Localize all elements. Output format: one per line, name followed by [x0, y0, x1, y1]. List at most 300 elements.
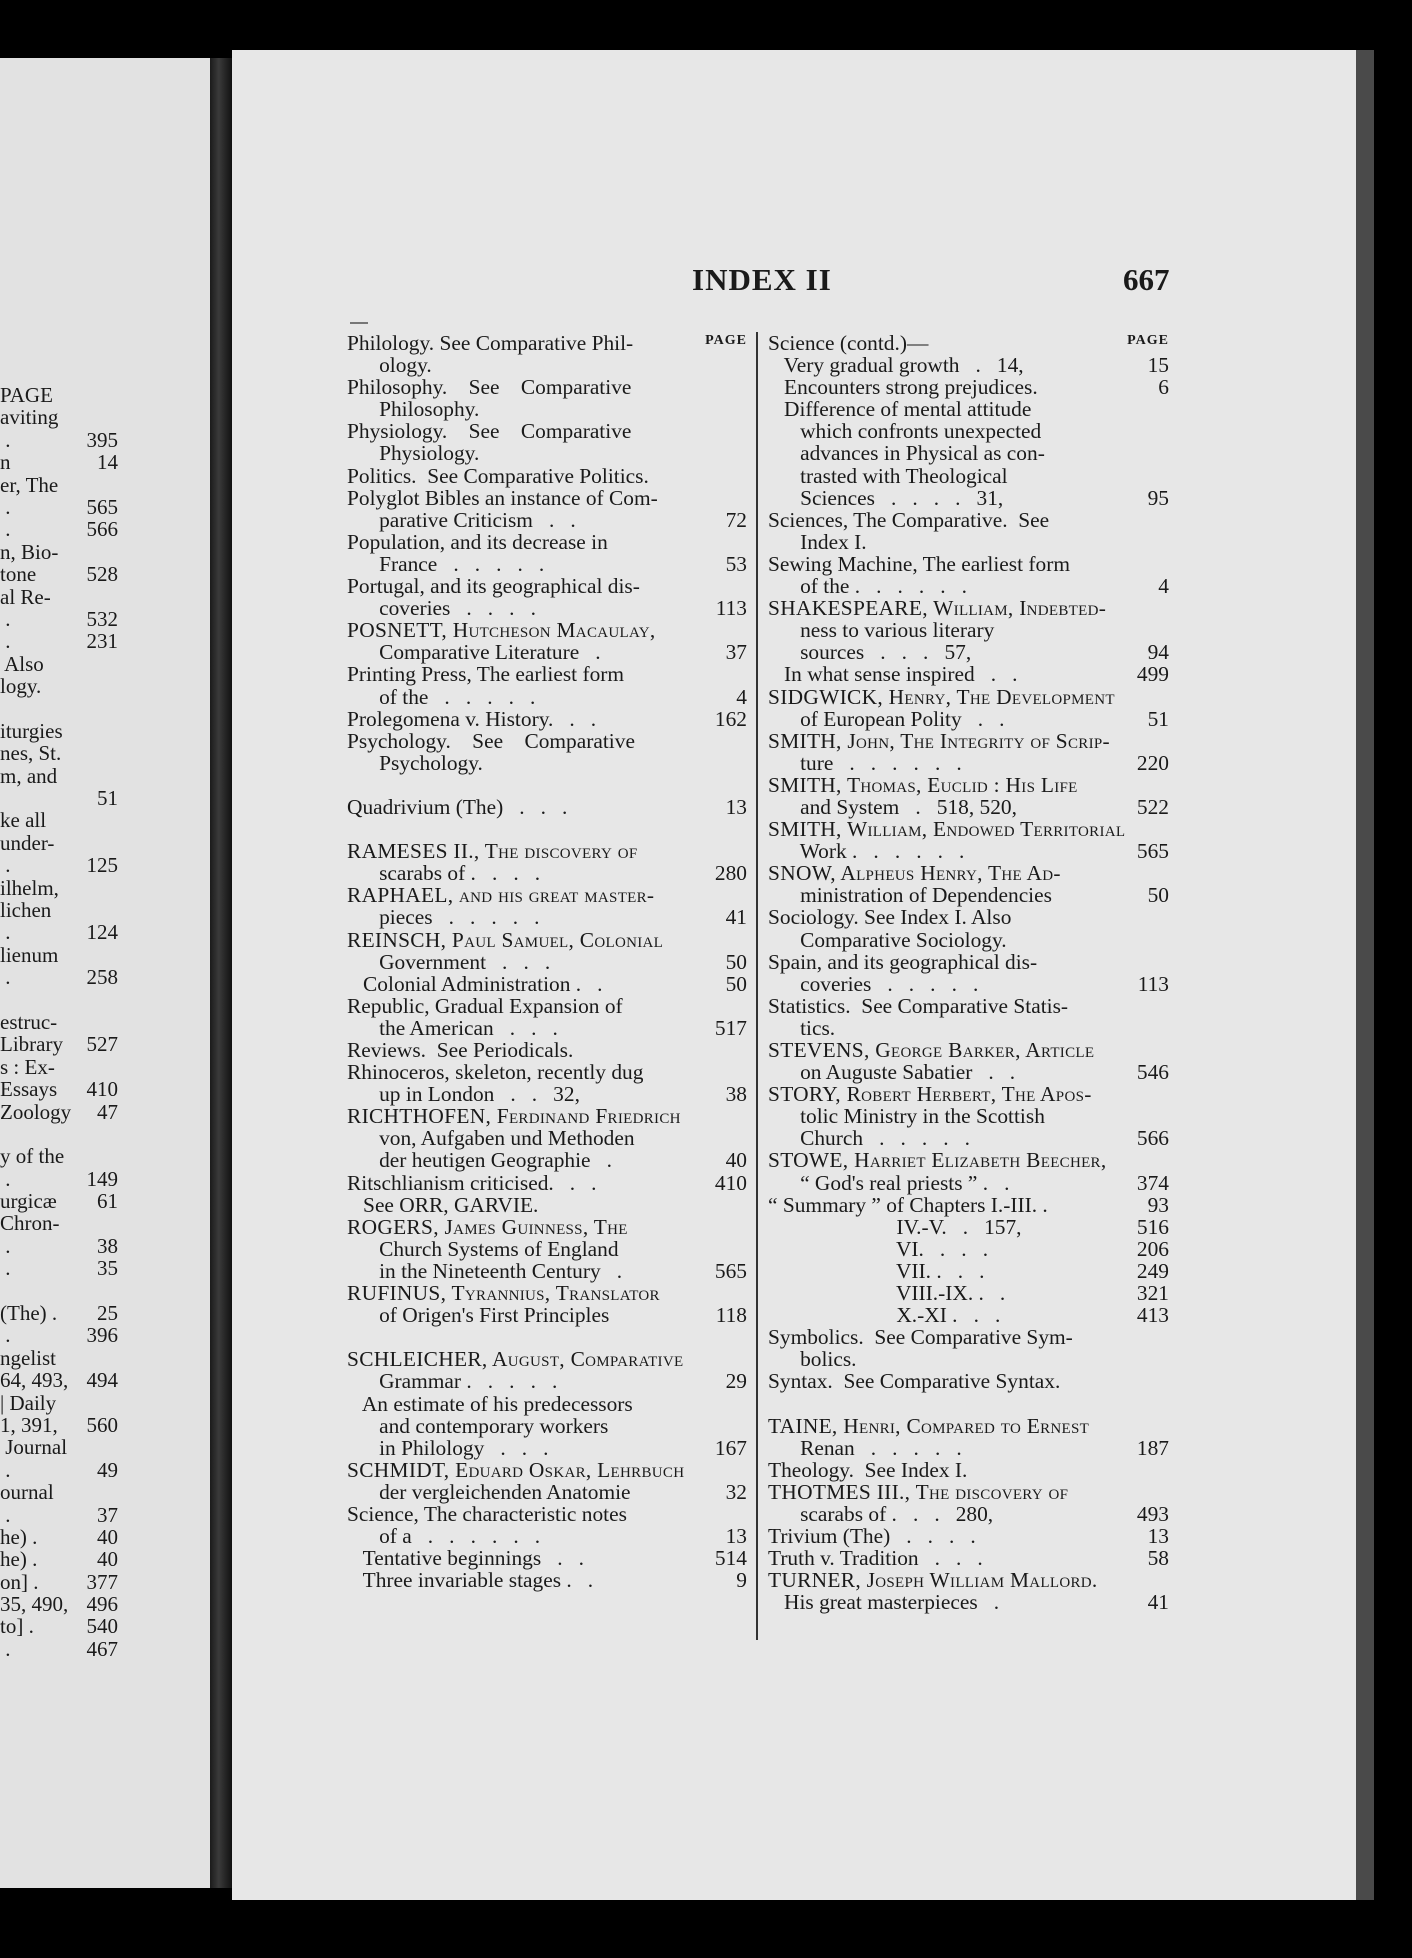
index-entry-line: [347, 442, 747, 464]
entry-page-ref: 124: [86, 920, 118, 945]
index-entry-line: [768, 1304, 1169, 1326]
index-entry-line: [0, 966, 118, 988]
entry-text: von, Aufgaben und Methoden: [347, 1126, 635, 1151]
index-entry-line: [768, 929, 1169, 951]
entry-text: In what sense inspired . .: [768, 662, 1018, 687]
header-rule: [350, 322, 368, 324]
entry-text: of Origen's First Principles: [347, 1303, 610, 1328]
index-entry-line: [0, 1123, 118, 1145]
index-entry-line: [768, 862, 1169, 884]
entry-text: Library: [0, 1032, 63, 1057]
entry-text: Quadrivium (The) . . .: [347, 794, 568, 819]
index-entry-line: [347, 531, 747, 553]
entry-page-ref: 565: [714, 1258, 747, 1283]
entry-text: France . . . . .: [347, 551, 545, 576]
index-entry-line: [768, 420, 1169, 442]
entry-page-ref: 231: [86, 629, 118, 654]
entry-text: Physiology. See Comparative: [347, 419, 632, 444]
entry-page-ref: 50: [725, 949, 747, 974]
entry-text: and System . 518, 520,: [768, 794, 1017, 819]
entry-text: and contemporary workers: [347, 1413, 609, 1438]
page-column-label: PAGE: [1127, 333, 1169, 348]
index-entry-line: [347, 1039, 747, 1061]
index-entry-line: [0, 921, 118, 943]
index-entry-line: [0, 1548, 118, 1570]
entry-text: Trivium (The) . . . .: [768, 1524, 976, 1549]
entry-text: pieces . . . . .: [347, 905, 540, 930]
entry-page-ref: 410: [714, 1170, 747, 1195]
entry-text: .: [0, 517, 11, 542]
index-entry-line: [768, 597, 1169, 619]
entry-text: SMITH, William, Endowed Territorial: [768, 817, 1126, 842]
entry-page-ref: 258: [86, 965, 118, 990]
entry-text: Sociology. See Index I. Also: [768, 905, 1012, 930]
index-entry-line: [347, 332, 747, 354]
entry-page-ref: 40: [97, 1547, 118, 1572]
index-entry-line: [347, 575, 747, 597]
index-entry-line: [768, 1326, 1169, 1348]
entry-page-ref: 95: [1147, 485, 1169, 510]
index-entry-line: [347, 973, 747, 995]
entry-text: An estimate of his predecessors: [347, 1391, 633, 1416]
index-entry-line: [347, 774, 747, 796]
index-entry-line: [347, 1348, 747, 1370]
entry-page-ref: 118: [715, 1303, 747, 1328]
index-entry-line: [347, 465, 747, 487]
index-entry-line: [347, 796, 747, 818]
entry-page-ref: 413: [1136, 1303, 1169, 1328]
index-entry-line: [0, 429, 118, 451]
entry-text: in the Nineteenth Century .: [347, 1258, 623, 1283]
index-entry-line: [768, 906, 1169, 928]
entry-text: tolic Ministry in the Scottish: [768, 1104, 1045, 1129]
entry-page-ref: 13: [725, 794, 747, 819]
index-entry-line: [347, 1105, 747, 1127]
index-entry-line: [347, 884, 747, 906]
index-column-a: [347, 332, 747, 1591]
entry-text: Physiology.: [347, 441, 480, 466]
entry-text: er, The: [0, 472, 59, 497]
entry-text: on] .: [0, 1569, 39, 1594]
entry-text: Renan . . . . .: [768, 1435, 962, 1460]
entry-text: ture . . . . . .: [768, 750, 962, 775]
entry-text: Zoology: [0, 1099, 72, 1124]
entry-text: tics.: [768, 1015, 836, 1040]
index-column-b: [768, 332, 1169, 1613]
index-entry-line: [347, 906, 747, 928]
entry-text: .: [0, 1256, 11, 1281]
page-number: 667: [1123, 262, 1170, 297]
entry-text: of European Polity . .: [768, 706, 1005, 731]
entry-text: ke all: [0, 808, 47, 833]
index-entry-line: [0, 653, 118, 675]
entry-text: .: [0, 1502, 11, 1527]
entry-text: Comparative Sociology.: [768, 927, 1007, 952]
index-entry-line: [768, 509, 1169, 531]
entry-text: Work . . . . . .: [768, 839, 965, 864]
entry-text: Church Systems of England: [347, 1236, 619, 1261]
entry-text: “ Summary ” of Chapters I.-III. .: [768, 1192, 1048, 1217]
entry-page-ref: 50: [1147, 883, 1169, 908]
entry-text: Printing Press, The earliest form: [347, 662, 625, 687]
entry-text: he) .: [0, 1547, 38, 1572]
entry-text: trasted with Theological: [768, 463, 1008, 488]
entry-text: he) .: [0, 1524, 38, 1549]
entry-page-ref: 4: [736, 684, 747, 709]
entry-text: scarabs of . . . .: [347, 861, 541, 886]
entry-page-ref: 61: [97, 1189, 118, 1214]
entry-page-ref: 220: [1136, 750, 1169, 775]
index-entry-line: [768, 531, 1169, 553]
entry-page-ref: 374: [1136, 1170, 1169, 1195]
index-entry-line: [347, 1326, 747, 1348]
left-page-column: [0, 384, 118, 1660]
index-entry-line: [347, 840, 747, 862]
entry-page-ref: 522: [1136, 794, 1169, 819]
index-entry-line: [347, 1393, 747, 1415]
entry-page-ref: 125: [86, 853, 118, 878]
entry-text: ministration of Dependencies: [768, 883, 1052, 908]
index-entry-line: [347, 929, 747, 951]
entry-page-ref: 149: [86, 1166, 118, 1191]
index-entry-line: [768, 1238, 1169, 1260]
index-entry-line: [768, 354, 1169, 376]
entry-page-ref: 13: [1147, 1524, 1169, 1549]
entry-text: .: [0, 1636, 11, 1661]
entry-page-ref: 496: [86, 1592, 118, 1617]
index-entry-line: [0, 1459, 118, 1481]
index-entry-line: [0, 1593, 118, 1615]
entry-text: ournal: [0, 1480, 54, 1505]
entry-text: of the . . . . . .: [768, 574, 968, 599]
entry-text: Republic, Gradual Expansion of: [347, 993, 623, 1018]
entry-text: | Daily: [0, 1390, 57, 1415]
entry-text: urgicæ: [0, 1189, 57, 1214]
index-entry-line: [768, 376, 1169, 398]
entry-page-ref: 280: [714, 861, 747, 886]
entry-text: “ God's real priests ” . .: [768, 1170, 1010, 1195]
entry-text: 1, 391,: [0, 1412, 58, 1437]
entry-text: (The) .: [0, 1301, 58, 1326]
index-entry-line: [768, 465, 1169, 487]
index-entry-line: [768, 1105, 1169, 1127]
index-entry-line: [0, 1056, 118, 1078]
entry-page-ref: 4: [1158, 574, 1169, 599]
entry-text: X.-XI . . .: [768, 1303, 1001, 1328]
index-entry-line: [768, 1591, 1169, 1613]
entry-text: scarabs of . . . 280,: [768, 1501, 994, 1526]
index-entry-line: [768, 1172, 1169, 1194]
entry-page-ref: 35: [97, 1256, 118, 1281]
page-edge-shadow: [1356, 50, 1374, 1900]
index-entry-line: [347, 376, 747, 398]
index-entry-line: [347, 708, 747, 730]
index-entry-line: [768, 796, 1169, 818]
entry-text: 35, 490,: [0, 1592, 69, 1617]
index-entry-line: [347, 686, 747, 708]
index-entry-line: [0, 877, 118, 899]
index-entry-line: [0, 384, 118, 406]
entry-text: Chron-: [0, 1211, 60, 1236]
entry-text: .: [0, 606, 11, 631]
entry-text: .: [0, 853, 11, 878]
entry-page-ref: 53: [725, 551, 747, 576]
index-entry-line: [0, 518, 118, 540]
index-entry-line: [0, 1257, 118, 1279]
entry-text: coveries . . . . .: [768, 971, 979, 996]
entry-page-ref: 566: [86, 517, 118, 542]
entry-text: Sciences, The Comparative. See: [768, 507, 1050, 532]
entry-text: ology.: [347, 353, 432, 378]
index-entry-line: [768, 818, 1169, 840]
entry-text: of a . . . . . .: [347, 1524, 541, 1549]
index-entry-line: [0, 697, 118, 719]
index-entry-line: [768, 487, 1169, 509]
entry-text: under-: [0, 830, 55, 855]
entry-text: tone: [0, 562, 37, 587]
index-entry-line: [347, 730, 747, 752]
page-column-label: PAGE: [705, 333, 747, 348]
book-spine: [210, 58, 232, 1888]
index-entry-line: [768, 730, 1169, 752]
index-entry-line: [768, 1348, 1169, 1370]
index-entry-line: [768, 951, 1169, 973]
entry-text: Science, The characteristic notes: [347, 1501, 627, 1526]
entry-text: STOWE, Harriet Elizabeth Beecher,: [768, 1148, 1107, 1173]
entry-page-ref: 40: [97, 1524, 118, 1549]
index-entry-line: [0, 1436, 118, 1458]
entry-text: Psychology.: [347, 750, 483, 775]
entry-text: to] .: [0, 1614, 34, 1639]
entry-text: Comparative Literature .: [347, 640, 601, 665]
index-entry-line: [0, 809, 118, 831]
index-entry-line: [768, 686, 1169, 708]
entry-text: Truth v. Tradition . . .: [768, 1546, 983, 1571]
entry-text: ROGERS, James Guinness, The: [347, 1214, 628, 1239]
entry-text: RAMESES II., The discovery of: [347, 839, 638, 864]
entry-text: in Philology . . .: [347, 1435, 549, 1460]
index-entry-line: [0, 1280, 118, 1302]
index-entry-line: [0, 608, 118, 630]
index-entry-line: [347, 1415, 747, 1437]
index-entry-line: [347, 1149, 747, 1171]
entry-text: TAINE, Henri, Compared to Ernest: [768, 1413, 1090, 1438]
entry-page-ref: 396: [86, 1323, 118, 1348]
entry-text: Government . . .: [347, 949, 551, 974]
index-entry-line: [0, 496, 118, 518]
index-entry-line: [0, 1302, 118, 1324]
entry-text: RUFINUS, Tyrannius, Translator: [347, 1281, 660, 1306]
entry-text: .: [0, 1233, 11, 1258]
index-entry-line: [768, 332, 1169, 354]
index-entry-line: [347, 420, 747, 442]
entry-text: aviting: [0, 405, 59, 430]
index-entry-line: [768, 1216, 1169, 1238]
entry-text: VI. . . .: [768, 1236, 989, 1261]
index-entry-line: [347, 354, 747, 376]
entry-text: Symbolics. See Comparative Sym-: [768, 1325, 1073, 1350]
index-entry-line: [768, 1061, 1169, 1083]
entry-page-ref: 494: [86, 1368, 118, 1393]
entry-text: .: [0, 1166, 11, 1191]
entry-text: n, Bio-: [0, 539, 59, 564]
entry-text: SMITH, Thomas, Euclid : His Life: [768, 772, 1078, 797]
entry-page-ref: 38: [97, 1233, 118, 1258]
entry-text: n: [0, 450, 11, 475]
index-entry-line: [0, 1168, 118, 1190]
index-entry-line: [768, 1149, 1169, 1171]
index-entry-line: [0, 1033, 118, 1055]
entry-page-ref: 527: [86, 1032, 118, 1057]
index-entry-line: [0, 1504, 118, 1526]
index-entry-line: [768, 641, 1169, 663]
entry-page-ref: 51: [97, 786, 118, 811]
entry-page-ref: 517: [714, 1015, 747, 1040]
entry-text: SHAKESPEARE, William, Indebted-: [768, 596, 1107, 621]
index-entry-line: [347, 509, 747, 531]
index-entry-line: [0, 1212, 118, 1234]
index-entry-line: [347, 1282, 747, 1304]
entry-text: .: [0, 920, 11, 945]
index-entry-line: [768, 1260, 1169, 1282]
entry-text: Ritschlianism criticised. . .: [347, 1170, 597, 1195]
entry-text: Theology. See Index I.: [768, 1457, 968, 1482]
index-entry-line: [347, 1304, 747, 1326]
entry-page-ref: 377: [86, 1569, 118, 1594]
entry-text: ngelist: [0, 1345, 56, 1370]
entry-text: Politics. See Comparative Politics.: [347, 463, 649, 488]
entry-text: iturgies: [0, 718, 63, 743]
index-entry-line: [347, 1370, 747, 1392]
index-entry-line: [347, 818, 747, 840]
index-entry-line: [768, 1083, 1169, 1105]
index-entry-line: [768, 442, 1169, 464]
entry-text: the American . . .: [347, 1015, 558, 1040]
entry-text: on Auguste Sabatier . .: [768, 1060, 1016, 1085]
entry-page-ref: 566: [1136, 1126, 1169, 1151]
entry-text: IV.-V. . 157,: [768, 1214, 1022, 1239]
index-entry-line: [0, 1414, 118, 1436]
entry-text: lienum: [0, 942, 59, 967]
index-entry-line: [768, 884, 1169, 906]
index-entry-line: [347, 1238, 747, 1260]
entry-page-ref: 187: [1136, 1435, 1169, 1460]
index-entry-line: [347, 597, 747, 619]
index-entry-line: [347, 663, 747, 685]
entry-text: s : Ex-: [0, 1054, 55, 1079]
entry-page-ref: 15: [1147, 353, 1169, 378]
entry-text: POSNETT, Hutcheson Macaulay,: [347, 618, 656, 643]
index-entry-line: [0, 1145, 118, 1167]
index-entry-line: [0, 1101, 118, 1123]
entry-page-ref: 41: [1147, 1590, 1169, 1615]
entry-text: REINSCH, Paul Samuel, Colonial: [347, 927, 664, 952]
left-page: [0, 58, 210, 1888]
entry-text: which confronts unexpected: [768, 419, 1042, 444]
index-entry-line: [347, 1172, 747, 1194]
column-divider: [756, 332, 758, 1640]
entry-text: .: [0, 965, 11, 990]
entry-page-ref: 37: [725, 640, 747, 665]
entry-text: m, and: [0, 763, 58, 788]
entry-page-ref: 93: [1147, 1192, 1169, 1217]
entry-page-ref: 49: [97, 1457, 118, 1482]
entry-text: logy.: [0, 674, 42, 699]
index-entry-line: [768, 774, 1169, 796]
entry-text: .: [0, 1457, 11, 1482]
entry-page-ref: 514: [714, 1546, 747, 1571]
entry-text: sources . . . 57,: [768, 640, 972, 665]
index-entry-line: [347, 1017, 747, 1039]
entry-text: VII. . . .: [768, 1258, 985, 1283]
entry-text: estruc-: [0, 1009, 58, 1034]
entry-page-ref: 72: [725, 507, 747, 532]
index-entry-line: [768, 1370, 1169, 1392]
index-entry-line: [0, 406, 118, 428]
entry-page-ref: 249: [1136, 1258, 1169, 1283]
entry-page-ref: 532: [86, 606, 118, 631]
entry-text: Sciences . . . . 31,: [768, 485, 1004, 510]
entry-text: Philosophy.: [347, 397, 480, 422]
entry-text: SMITH, John, The Integrity of Scrip-: [768, 728, 1110, 753]
index-entry-line: [0, 854, 118, 876]
entry-text: ilhelm,: [0, 875, 59, 900]
entry-text: Sewing Machine, The earliest form: [768, 551, 1070, 576]
entry-page-ref: 565: [86, 494, 118, 519]
entry-text: Journal: [0, 1435, 68, 1460]
index-entry-line: [0, 1638, 118, 1660]
page-title: INDEX II: [692, 262, 832, 297]
index-entry-line: [0, 1392, 118, 1414]
index-entry-line: [0, 787, 118, 809]
entry-text: Tentative beginnings . .: [347, 1546, 584, 1571]
entry-text: SIDGWICK, Henry, The Development: [768, 684, 1115, 709]
entry-text: RAPHAEL, and his great master-: [347, 883, 655, 908]
entry-text: His great masterpieces .: [768, 1590, 1000, 1615]
index-entry-line: [347, 487, 747, 509]
entry-page-ref: 410: [86, 1077, 118, 1102]
entry-page-ref: 41: [725, 905, 747, 930]
entry-text: Church . . . . .: [768, 1126, 971, 1151]
index-entry-line: [768, 973, 1169, 995]
entry-page-ref: 32: [725, 1479, 747, 1504]
entry-text: coveries . . . .: [347, 596, 536, 621]
index-entry-line: [0, 989, 118, 1011]
index-entry-line: [347, 1569, 747, 1591]
index-entry-line: [768, 1194, 1169, 1216]
index-entry-line: [768, 1459, 1169, 1481]
index-entry-line: [347, 1481, 747, 1503]
index-entry-line: [0, 899, 118, 921]
entry-text: PAGE: [0, 383, 53, 407]
entry-text: Polyglot Bibles an instance of Com-: [347, 485, 658, 510]
entry-text: advances in Physical as con-: [768, 441, 1045, 466]
entry-text: Reviews. See Periodicals.: [347, 1038, 574, 1062]
entry-text: Syntax. See Comparative Syntax.: [768, 1369, 1061, 1394]
entry-text: Science (contd.)—: [768, 331, 929, 355]
entry-text: der vergleichenden Anatomie: [347, 1479, 631, 1504]
index-entry-line: [768, 1039, 1169, 1061]
entry-text: Encounters strong prejudices.: [768, 375, 1038, 400]
index-entry-line: [768, 840, 1169, 862]
index-entry-line: [347, 862, 747, 884]
entry-page-ref: 162: [714, 706, 747, 731]
entry-page-ref: 47: [97, 1099, 118, 1124]
entry-page-ref: 528: [86, 562, 118, 587]
entry-page-ref: 546: [1136, 1060, 1169, 1085]
index-entry-line: [0, 1571, 118, 1593]
index-entry-line: [768, 752, 1169, 774]
